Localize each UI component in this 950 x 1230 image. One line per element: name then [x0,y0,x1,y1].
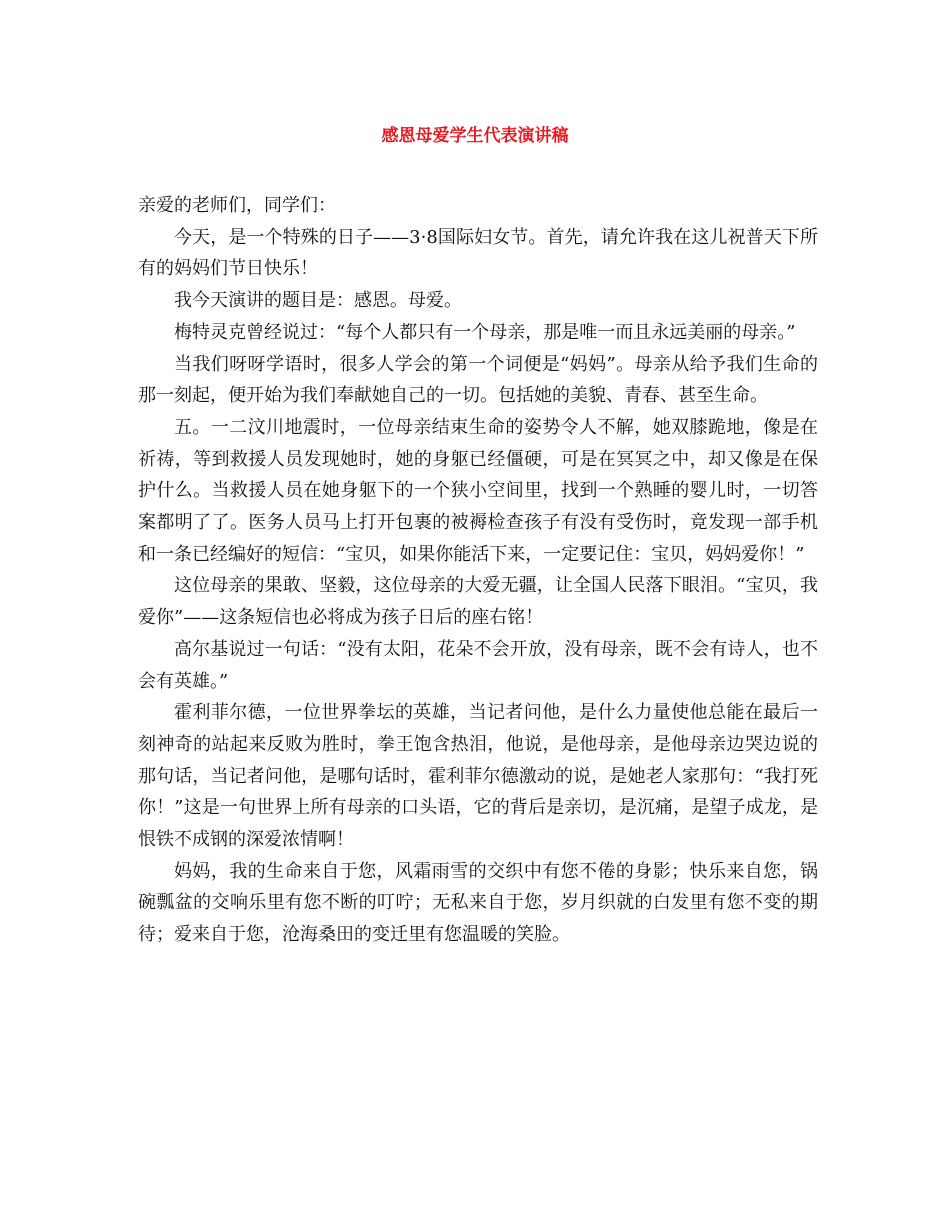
paragraph: 这位母亲的果敢、坚毅，这位母亲的大爱无疆，让全国人民落下眼泪。“宝贝，我爱你”——这条短信也必将成为孩子日后的座右铭！ [138,575,818,629]
paragraph: 霍利菲尔德，一位世界拳坛的英雄，当记者问他，是什么力量使他总能在最后一刻神奇的站起来反败为胜时，拳王饱含热泪，他说，是他母亲，是他母亲边哭边说的那句话，当记者问他，是哪句话时，霍利菲尔德激动的说，是她老人家那句：“我打死你！”这是一句世界上所有母亲的口头语，它的背后是亲切，是沉痛，是望子成龙，是恨铁不成钢的深爱浓情啊！ [138,702,818,851]
paragraph: 梅特灵克曾经说过：“每个人都只有一个母亲，那是唯一而且永远美丽的母亲。” [174,321,796,343]
salutation: 亲爱的老师们，同学们： [138,195,336,216]
document-body [138,190,818,951]
paragraph: 当我们呀呀学语时，很多人学会的第一个词便是“妈妈”。母亲从给予我们生命的那一刻起，便开始为我们奉献她自己的一切。包括她的美貌、青春、甚至生命。 [138,353,818,407]
paragraph: 五。一二汶川地震时，一位母亲结束生命的姿势令人不解，她双膝跪地，像是在祈祷，等到救援人员发现她时，她的身躯已经僵硬，可是在冥冥之中，却又像是在保护什么。当救援人员在她身躯下的一个狭小空间里，找到一个熟睡的婴儿时，一切答案都明了了。医务人员马上打开包裹的被褥检查孩子有没有受伤时，竟发现一部手机和一条已经编好的短信：“宝贝，如果你能活下来，一定要记住：宝贝，妈妈爱你！” [138,416,818,565]
paragraph: 妈妈，我的生命来自于您，风霜雨雪的交织中有您不倦的身影；快乐来自您，锅碗瓢盆的交响乐里有您不断的叮咛；无私来自于您，岁月织就的白发里有您不变的期待；爱来自于您，沧海桑田的变迁里有您温暖的笑脸。 [138,860,818,946]
paragraph: 今天，是一个特殊的日子——3·8国际妇女节。首先，请允许我在这儿祝普天下所有的妈妈们节日快乐！ [138,226,818,280]
paragraph: 高尔基说过一句话：“没有太阳，花朵不会开放，没有母亲，既不会有诗人，也不会有英雄。” [138,638,818,692]
document-title: 感恩母爱学生代表演讲稿 [381,126,569,146]
paragraph: 我今天演讲的题目是：感恩。母爱。 [174,290,462,312]
